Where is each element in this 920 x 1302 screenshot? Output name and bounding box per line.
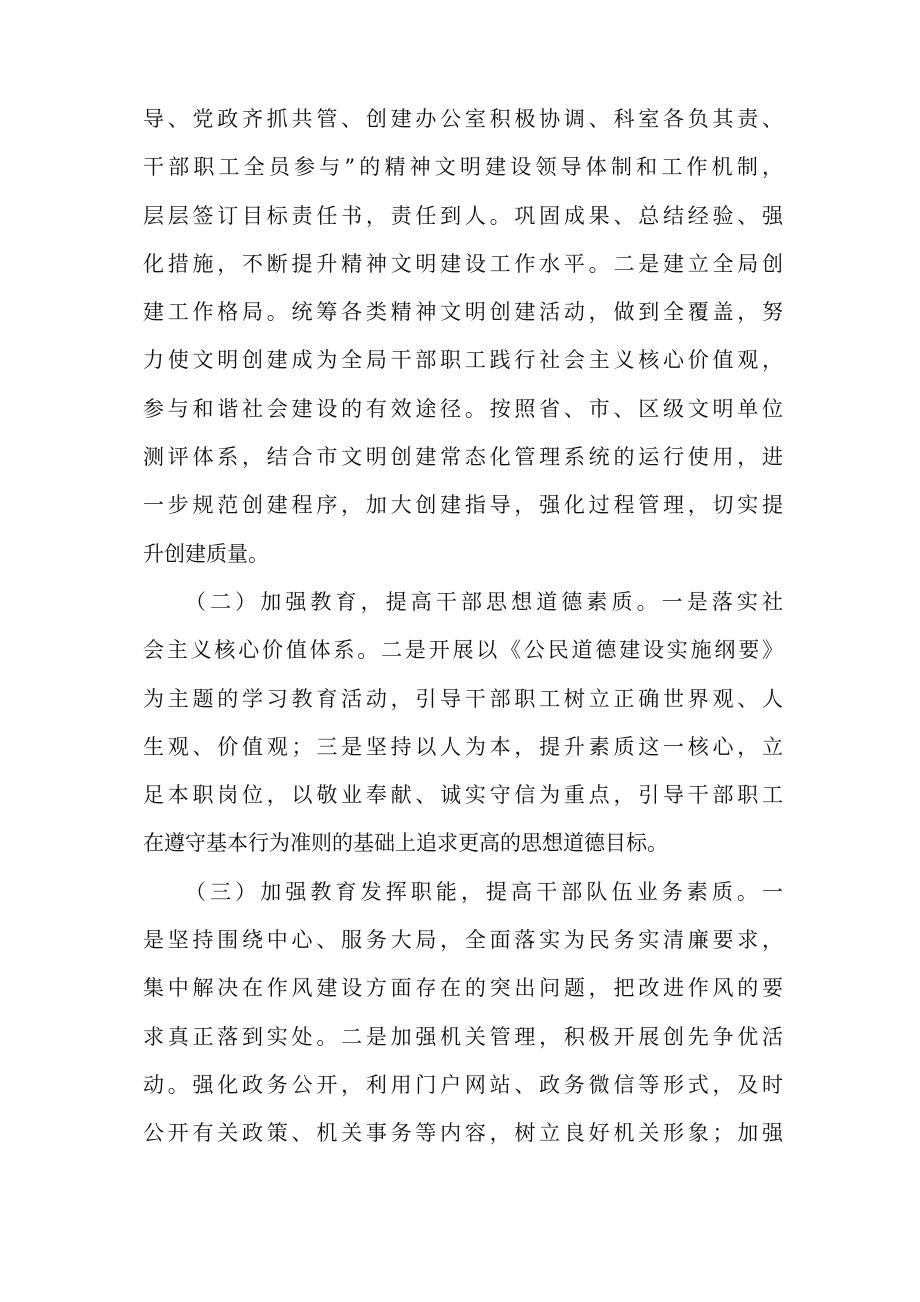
text-line: 公开有关政策、机关事务等内容，树立良好机关形象；加强 [143, 1121, 783, 1146]
text-line: 生观、价值观；三是坚持以人为本，提升素质这一核心，立 [143, 734, 783, 759]
text-line: 会主义核心价值体系。二是开展以《公民道德建设实施纲要》 [143, 638, 783, 663]
text-line: 求真正落到实处。二是加强机关管理，积极开展创先争优活 [143, 1024, 783, 1049]
text-line: 化措施，不断提升精神文明建设工作水平。二是建立全局创 [143, 251, 783, 276]
text-line: 导、党政齐抓共管、创建办公室积极协调、科室各负其责、 [143, 107, 783, 131]
text-line: 动。强化政务公开，利用门户网站、政务微信等形式，及时 [143, 1072, 783, 1097]
text-line: 在遵守基本行为准则的基础上追求更高的思想道德目标。 [143, 831, 668, 856]
text-line: 足本职岗位，以敬业奉献、诚实守信为重点，引导干部职工 [143, 783, 783, 808]
text-line: 集中解决在作风建设方面存在的突出问题，把改进作风的要 [143, 976, 783, 1001]
text-line: 建工作格局。统筹各类精神文明创建活动，做到全覆盖，努 [143, 300, 783, 325]
text-line: 一步规范创建程序，加大创建指导，强化过程管理，切实提 [143, 493, 783, 518]
text-line: 层层签订目标责任书，责任到人。巩固成果、总结经验、强 [143, 203, 783, 228]
text-line: 为主题的学习教育活动，引导干部职工树立正确世界观、人 [143, 686, 783, 711]
text-line: 干部职工全员参与”的精神文明建设领导体制和工作机制， [143, 155, 783, 180]
text-line: 力使文明创建成为全局干部职工践行社会主义核心价值观， [143, 348, 783, 373]
text-line: 升创建质量。 [143, 541, 269, 566]
text-line: 是坚持围绕中心、服务大局，全面落实为民务实清廉要求， [143, 928, 783, 953]
section-heading-line: （二）加强教育，提高干部思想道德素质。一是落实社 [185, 589, 783, 614]
document-body [143, 95, 783, 1158]
text-line: 参与和谐社会建设的有效途径。按照省、市、区级文明单位 [143, 396, 783, 421]
text-line: 测评体系，结合市文明创建常态化管理系统的运行使用，进 [143, 445, 783, 470]
section-heading-line: （三）加强教育发挥职能，提高干部队伍业务素质。一 [185, 879, 783, 904]
